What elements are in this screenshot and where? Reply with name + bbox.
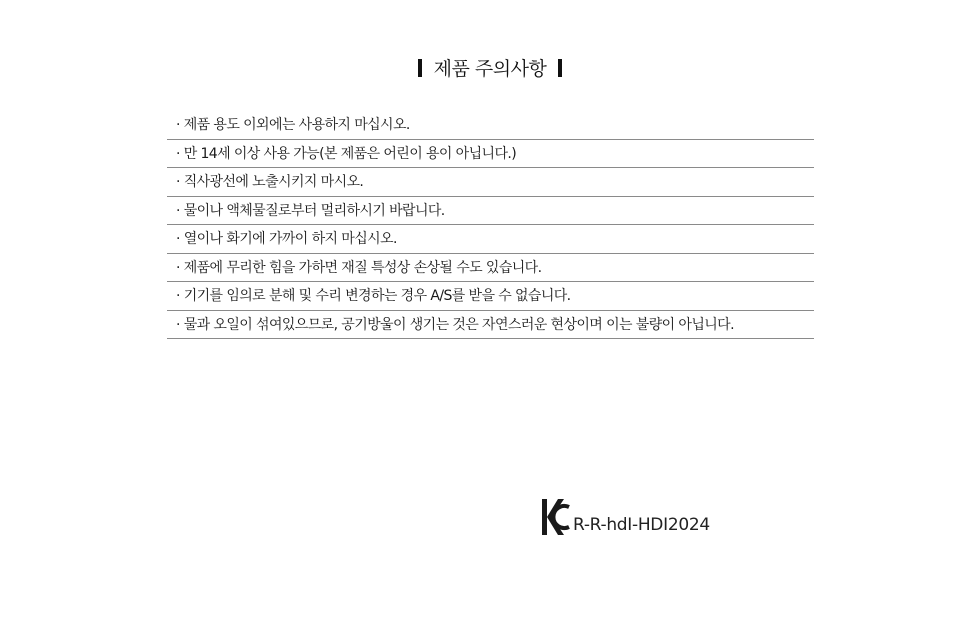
notice-item: · 제품에 무리한 힘을 가하면 재질 특성상 손상될 수도 있습니다. bbox=[167, 254, 814, 283]
notice-item: · 직사광선에 노출시키지 마시오. bbox=[167, 168, 814, 197]
notice-list bbox=[167, 111, 814, 339]
notice-title bbox=[0, 55, 980, 83]
notice-item: · 만 14세 이상 사용 가능(본 제품은 어린이 용이 아닙니다.) bbox=[167, 140, 814, 169]
notice-item: · 물이나 액체물질로부터 멀리하시기 바랍니다. bbox=[167, 197, 814, 226]
title-right-bar bbox=[558, 59, 562, 77]
notice-item: · 기기를 임의로 분해 및 수리 변경하는 경우 A/S를 받을 수 없습니다. bbox=[167, 282, 814, 311]
notice-item: · 제품 용도 이외에는 사용하지 마십시오. bbox=[167, 111, 814, 140]
notice-item: · 열이나 화기에 가까이 하지 마십시오. bbox=[167, 225, 814, 254]
title-left-bar bbox=[418, 59, 422, 77]
notice-item: · 물과 오일이 섞여있으므로, 공기방울이 생기는 것은 자연스러운 현상이며 이는 불량이 아닙니다. bbox=[167, 311, 814, 340]
kc-mark-icon bbox=[541, 497, 571, 537]
kc-certification bbox=[541, 497, 710, 537]
kc-certification-code: R-R-hdI-HDI2024 bbox=[573, 515, 710, 535]
notice-title-text: 제품 주의사항 bbox=[433, 58, 547, 80]
